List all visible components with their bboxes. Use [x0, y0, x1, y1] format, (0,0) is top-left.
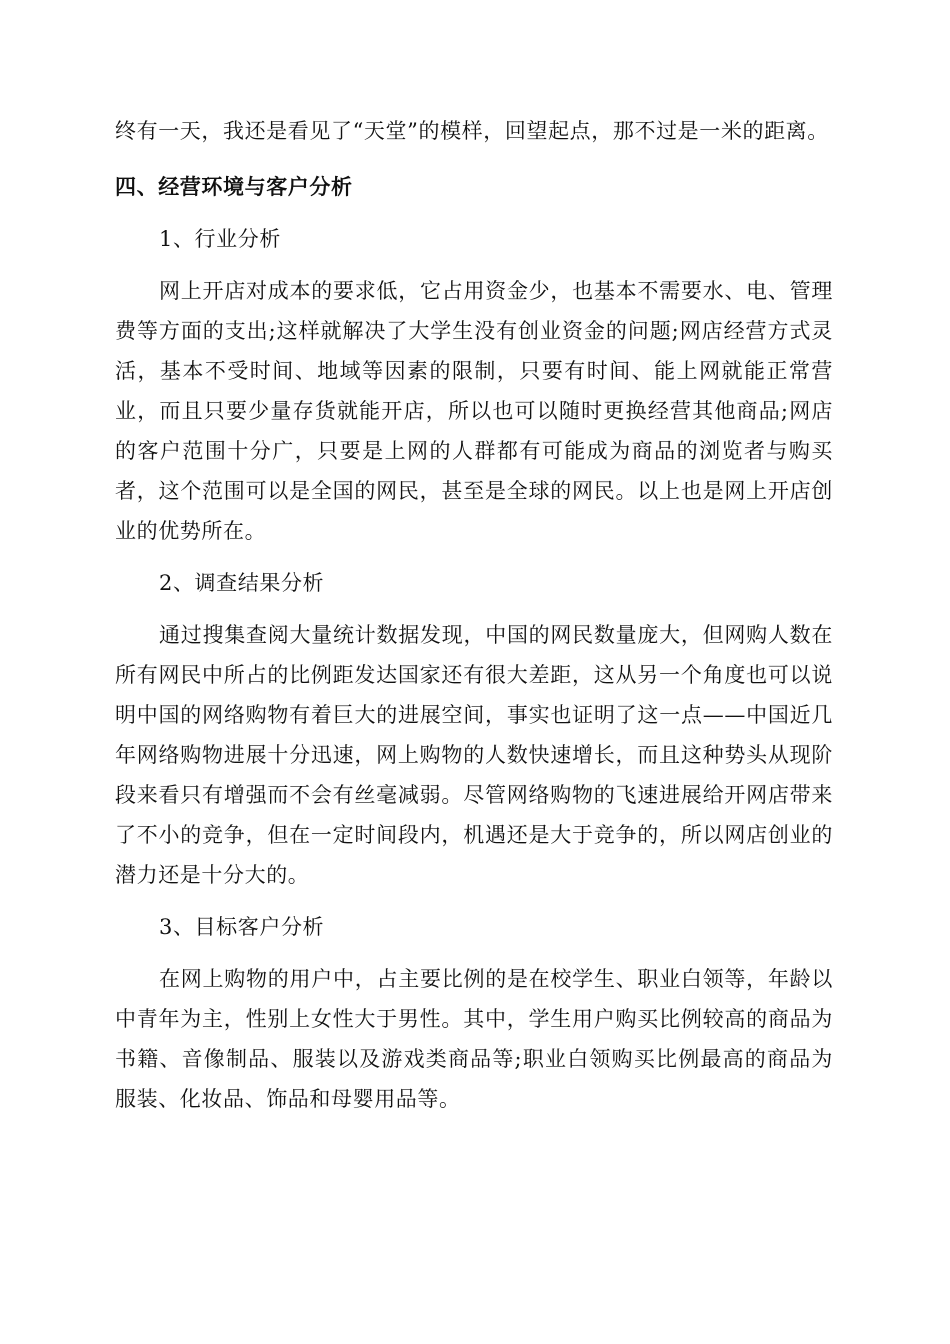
subsection-paragraph-industry: 网上开店对成本的要求低，它占用资金少，也基本不需要水、电、管理费等方面的支出;这样就解决了大学生没有创业资金的问题;网店经营方式灵活，基本不受时间、地域等因素的限制，只要有时间、能上网就能正常营业，而且只要少量存货就能开店，所以也可以随时更换经营其他商品;网店的客户范围十分广，只要是上网的人群都有可能成为商品的浏览者与购买者，这个范围可以是全国的网民，甚至是全球的网民。以上也是网上开店创业的优势所在。 [115, 279, 833, 543]
subsection-title-target-customers: 3、目标客户分析 [159, 915, 325, 939]
document-body [115, 111, 833, 1119]
subsection-title-survey: 2、调查结果分析 [159, 571, 325, 595]
section-heading: 四、经营环境与客户分析 [115, 175, 353, 199]
intro-paragraph: 终有一天，我还是看见了“天堂”的模样，回望起点，那不过是一米的距离。 [115, 119, 829, 143]
subsection-title-industry: 1、行业分析 [159, 227, 281, 251]
subsection-paragraph-target-customers: 在网上购物的用户中，占主要比例的是在校学生、职业白领等，年龄以中青年为主，性别上女性大于男性。其中，学生用户购买比例较高的商品为书籍、音像制品、服装以及游戏类商品等;职业白领购买比例最高的商品为服装、化妆品、饰品和母婴用品等。 [115, 967, 833, 1111]
subsection-paragraph-survey: 通过搜集查阅大量统计数据发现，中国的网民数量庞大，但网购人数在所有网民中所占的比例距发达国家还有很大差距，这从另一个角度也可以说明中国的网络购物有着巨大的进展空间，事实也证明了这一点——中国近几年网络购物进展十分迅速，网上购物的人数快速增长，而且这种势头从现阶段来看只有增强而不会有丝毫减弱。尽管网络购物的飞速进展给开网店带来了不小的竞争，但在一定时间段内，机遇还是大于竞争的，所以网店创业的潜力还是十分大的。 [115, 623, 833, 887]
